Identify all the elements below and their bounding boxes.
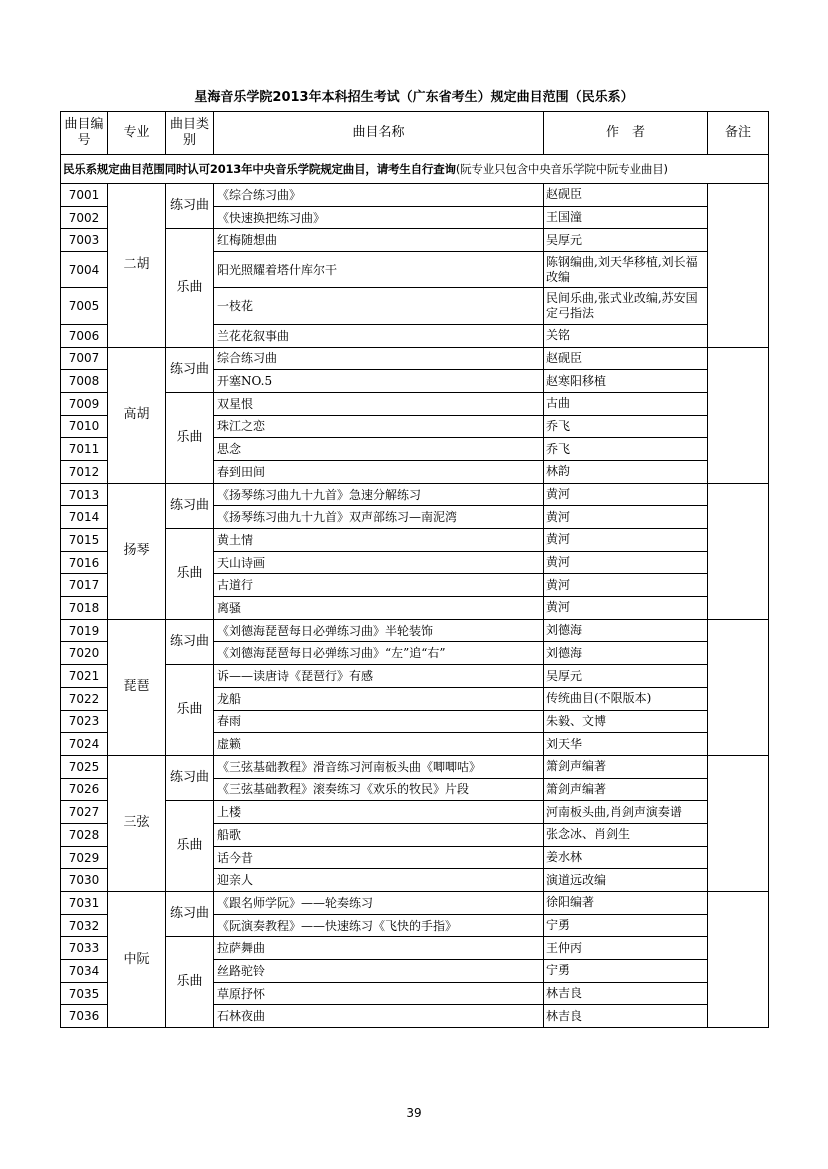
row-title: 《快速换把练习曲》 [214, 206, 544, 229]
row-code: 7009 [61, 392, 108, 415]
row-author: 吴厚元 [544, 229, 708, 252]
table-row [61, 755, 769, 778]
row-code: 7008 [61, 370, 108, 393]
row-title: 虚籁 [214, 733, 544, 756]
table-row [61, 392, 769, 415]
category-cell: 乐曲 [166, 937, 214, 1028]
row-author: 黄河 [544, 506, 708, 529]
row-author: 黄河 [544, 551, 708, 574]
row-code: 7002 [61, 206, 108, 229]
row-code: 7017 [61, 574, 108, 597]
notice-row [61, 155, 769, 184]
row-code: 7011 [61, 438, 108, 461]
row-code: 7016 [61, 551, 108, 574]
row-code: 7020 [61, 642, 108, 665]
category-cell: 练习曲 [166, 892, 214, 937]
row-author: 赵寒阳移植 [544, 370, 708, 393]
category-cell: 乐曲 [166, 665, 214, 756]
remark-cell [708, 755, 769, 891]
row-code: 7035 [61, 982, 108, 1005]
major-cell: 三弦 [108, 755, 166, 891]
row-title: 《扬琴练习曲九十九首》双声部练习—南泥湾 [214, 506, 544, 529]
row-code: 7032 [61, 914, 108, 937]
row-title: 《刘德海琵琶每日必弹练习曲》“左”追“右” [214, 642, 544, 665]
row-title: 船歌 [214, 823, 544, 846]
row-code: 7027 [61, 801, 108, 824]
row-code: 7033 [61, 937, 108, 960]
row-title: 古道行 [214, 574, 544, 597]
row-author: 刘德海 [544, 642, 708, 665]
row-code: 7031 [61, 892, 108, 915]
header-author: 作 者 [544, 112, 708, 155]
row-title: 思念 [214, 438, 544, 461]
row-code: 7026 [61, 778, 108, 801]
category-cell: 乐曲 [166, 801, 214, 892]
row-author: 民间乐曲,张式业改编,苏安国定弓指法 [544, 288, 708, 324]
table-row [61, 184, 769, 207]
row-author: 徐阳编著 [544, 892, 708, 915]
row-code: 7018 [61, 597, 108, 620]
row-author: 吴厚元 [544, 665, 708, 688]
row-title: 黄土情 [214, 529, 544, 552]
major-cell: 二胡 [108, 184, 166, 348]
row-title: 石林夜曲 [214, 1005, 544, 1028]
row-code: 7010 [61, 415, 108, 438]
row-title: 《刘德海琵琶每日必弹练习曲》半轮装饰 [214, 619, 544, 642]
category-cell: 练习曲 [166, 347, 214, 392]
row-title: 《跟名师学阮》——轮奏练习 [214, 892, 544, 915]
notice-cell [61, 155, 769, 184]
table-row [61, 483, 769, 506]
major-cell: 高胡 [108, 347, 166, 483]
remark-cell [708, 184, 769, 348]
category-cell: 乐曲 [166, 529, 214, 620]
table-row [61, 529, 769, 552]
row-code: 7006 [61, 324, 108, 347]
row-code: 7007 [61, 347, 108, 370]
row-code: 7025 [61, 755, 108, 778]
row-author: 乔飞 [544, 415, 708, 438]
table-row [61, 665, 769, 688]
row-author: 箫剑声编著 [544, 755, 708, 778]
repertoire-table [60, 111, 769, 1028]
header-major: 专业 [108, 112, 166, 155]
header-category: 曲目类别 [166, 112, 214, 155]
table-row [61, 937, 769, 960]
row-author: 黄河 [544, 483, 708, 506]
row-author: 林吉良 [544, 1005, 708, 1028]
row-title: 《扬琴练习曲九十九首》急速分解练习 [214, 483, 544, 506]
category-cell: 乐曲 [166, 392, 214, 483]
row-author: 演道远改编 [544, 869, 708, 892]
row-author: 赵砚臣 [544, 347, 708, 370]
row-title: 《三弦基础教程》滚奏练习《欢乐的牧民》片段 [214, 778, 544, 801]
row-author: 王国潼 [544, 206, 708, 229]
row-title: 《三弦基础教程》滑音练习河南板头曲《唧唧咕》 [214, 755, 544, 778]
row-code: 7030 [61, 869, 108, 892]
major-cell: 琵琶 [108, 619, 166, 755]
category-cell: 练习曲 [166, 755, 214, 800]
row-title: 龙船 [214, 687, 544, 710]
row-code: 7036 [61, 1005, 108, 1028]
row-author: 林韵 [544, 460, 708, 483]
header-remark: 备注 [708, 112, 769, 155]
row-author: 刘德海 [544, 619, 708, 642]
header-title: 曲目名称 [214, 112, 544, 155]
page-title: 星海音乐学院2013年本科招生考试（广东省考生）规定曲目范围（民乐系） [194, 90, 634, 105]
major-cell: 中阮 [108, 892, 166, 1028]
row-code: 7021 [61, 665, 108, 688]
row-author: 姜水林 [544, 846, 708, 869]
remark-cell [708, 347, 769, 483]
page-number: 39 [406, 1106, 422, 1120]
notice-main: 民乐系规定曲目范围同时认可2013年中央音乐学院规定曲目，请考生自行查询 [63, 162, 456, 176]
row-author: 古曲 [544, 392, 708, 415]
row-title: 上楼 [214, 801, 544, 824]
row-author: 刘天华 [544, 733, 708, 756]
row-code: 7001 [61, 184, 108, 207]
row-title: 迎亲人 [214, 869, 544, 892]
row-title: 红梅随想曲 [214, 229, 544, 252]
row-title: 诉——读唐诗《琵琶行》有感 [214, 665, 544, 688]
row-author: 张念冰、肖剑生 [544, 823, 708, 846]
row-code: 7015 [61, 529, 108, 552]
row-title: 离骚 [214, 597, 544, 620]
row-title: 春雨 [214, 710, 544, 733]
row-author: 赵砚臣 [544, 184, 708, 207]
row-title: 开塞NO.5 [214, 370, 544, 393]
row-title: 双星恨 [214, 392, 544, 415]
row-code: 7019 [61, 619, 108, 642]
table-row [61, 347, 769, 370]
row-author: 林吉良 [544, 982, 708, 1005]
remark-cell [708, 483, 769, 619]
table-header-row [61, 112, 769, 155]
row-author: 宁勇 [544, 914, 708, 937]
row-author: 王仲丙 [544, 937, 708, 960]
row-code: 7012 [61, 460, 108, 483]
row-author: 黄河 [544, 529, 708, 552]
row-title: 拉萨舞曲 [214, 937, 544, 960]
table-row [61, 892, 769, 915]
row-code: 7013 [61, 483, 108, 506]
row-code: 7023 [61, 710, 108, 733]
row-code: 7034 [61, 960, 108, 983]
row-title: 《阮演奏教程》——快速练习《飞快的手指》 [214, 914, 544, 937]
category-cell: 练习曲 [166, 619, 214, 664]
row-title: 阳光照耀着塔什库尔干 [214, 252, 544, 288]
row-title: 丝路驼铃 [214, 960, 544, 983]
row-code: 7014 [61, 506, 108, 529]
row-author: 宁勇 [544, 960, 708, 983]
row-title: 兰花花叙事曲 [214, 324, 544, 347]
row-title: 《综合练习曲》 [214, 184, 544, 207]
category-cell: 练习曲 [166, 184, 214, 229]
header-code: 曲目编号 [61, 112, 108, 155]
row-author: 乔飞 [544, 438, 708, 461]
table-row [61, 619, 769, 642]
row-author: 朱毅、文博 [544, 710, 708, 733]
row-title: 一枝花 [214, 288, 544, 324]
row-code: 7005 [61, 288, 108, 324]
row-author: 黄河 [544, 597, 708, 620]
category-cell: 乐曲 [166, 229, 214, 347]
row-author: 传统曲目(不限版本) [544, 687, 708, 710]
row-title: 珠江之恋 [214, 415, 544, 438]
row-author: 黄河 [544, 574, 708, 597]
row-code: 7022 [61, 687, 108, 710]
row-author: 陈钢编曲,刘天华移植,刘长福改编 [544, 252, 708, 288]
row-code: 7028 [61, 823, 108, 846]
row-title: 春到田间 [214, 460, 544, 483]
category-cell: 练习曲 [166, 483, 214, 528]
row-author: 箫剑声编著 [544, 778, 708, 801]
remark-cell [708, 619, 769, 755]
row-author: 河南板头曲,肖剑声演奏谱 [544, 801, 708, 824]
row-title: 综合练习曲 [214, 347, 544, 370]
row-author: 关铭 [544, 324, 708, 347]
row-title: 草原抒怀 [214, 982, 544, 1005]
row-title: 天山诗画 [214, 551, 544, 574]
major-cell: 扬琴 [108, 483, 166, 619]
row-title: 话今昔 [214, 846, 544, 869]
row-code: 7003 [61, 229, 108, 252]
table-row [61, 229, 769, 252]
row-code: 7024 [61, 733, 108, 756]
remark-cell [708, 892, 769, 1028]
notice-sub: (阮专业只包含中央音乐学院中阮专业曲目) [455, 162, 668, 176]
row-code: 7004 [61, 252, 108, 288]
table-row [61, 801, 769, 824]
row-code: 7029 [61, 846, 108, 869]
